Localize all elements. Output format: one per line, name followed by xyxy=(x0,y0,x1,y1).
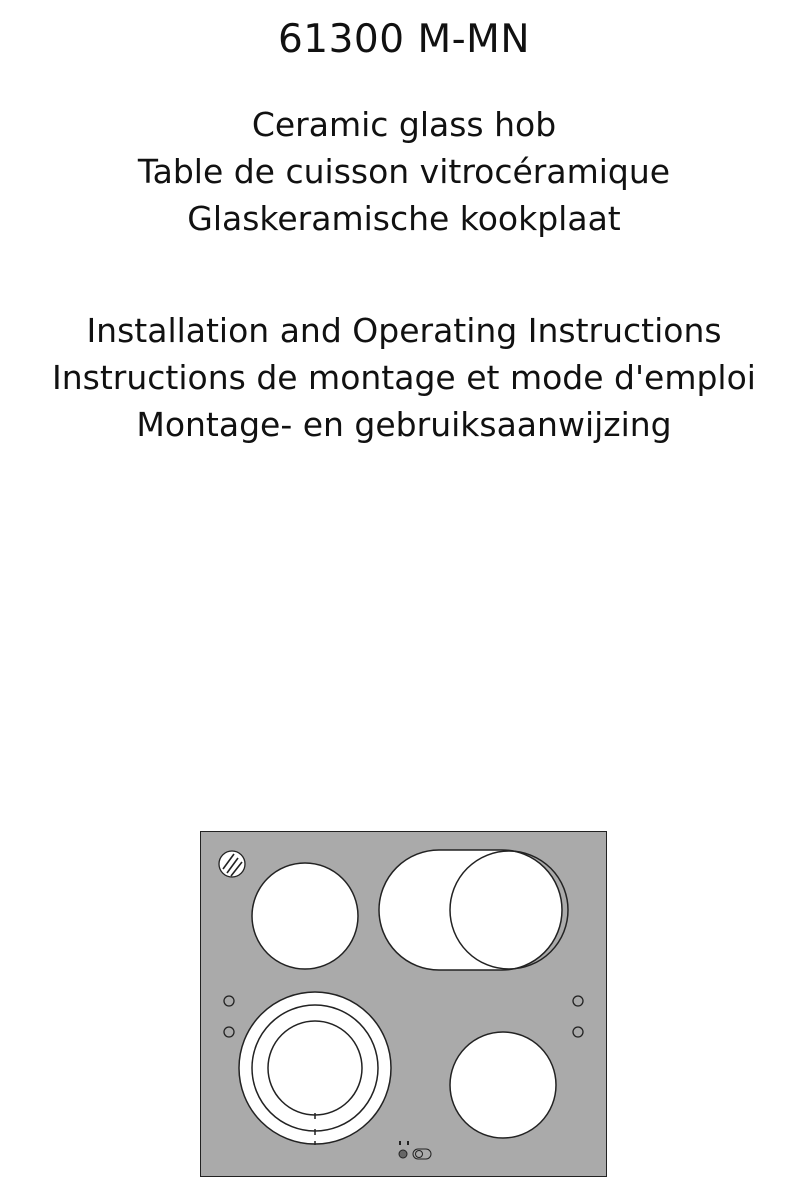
manual-title-english: Installation and Operating Instructions xyxy=(86,311,722,350)
product-name-french: Table de cuisson vitrocéramique xyxy=(137,152,671,191)
hob-drawing xyxy=(201,832,608,1178)
right-indicator-upper-icon xyxy=(573,996,583,1006)
front-right-cooking-zone xyxy=(450,1032,556,1138)
rear-left-cooking-zone xyxy=(252,863,358,969)
heat-indicator-lamp-icon xyxy=(399,1141,409,1158)
front-left-triple-ring-zone xyxy=(239,992,391,1145)
hob-illustration xyxy=(200,831,607,1177)
left-indicator-upper-icon xyxy=(224,996,234,1006)
manual-title-french: Instructions de montage et mode d'emploi xyxy=(52,358,756,397)
manual-title-dutch: Montage- en gebruiksaanwijzing xyxy=(136,405,672,444)
model-number: 61300 M-MN xyxy=(277,17,530,62)
product-name-list xyxy=(0,101,808,242)
left-indicator-lower-icon xyxy=(224,1027,234,1037)
product-name-dutch: Glaskeramische kookplaat xyxy=(187,199,621,238)
product-name-english: Ceramic glass hob xyxy=(251,105,557,144)
manual-title-list xyxy=(0,307,808,448)
rear-right-roaster-zone xyxy=(379,850,568,970)
residual-heat-logo-icon xyxy=(219,851,245,877)
right-indicator-lower-icon xyxy=(573,1027,583,1037)
power-switch-icon xyxy=(413,1149,431,1159)
